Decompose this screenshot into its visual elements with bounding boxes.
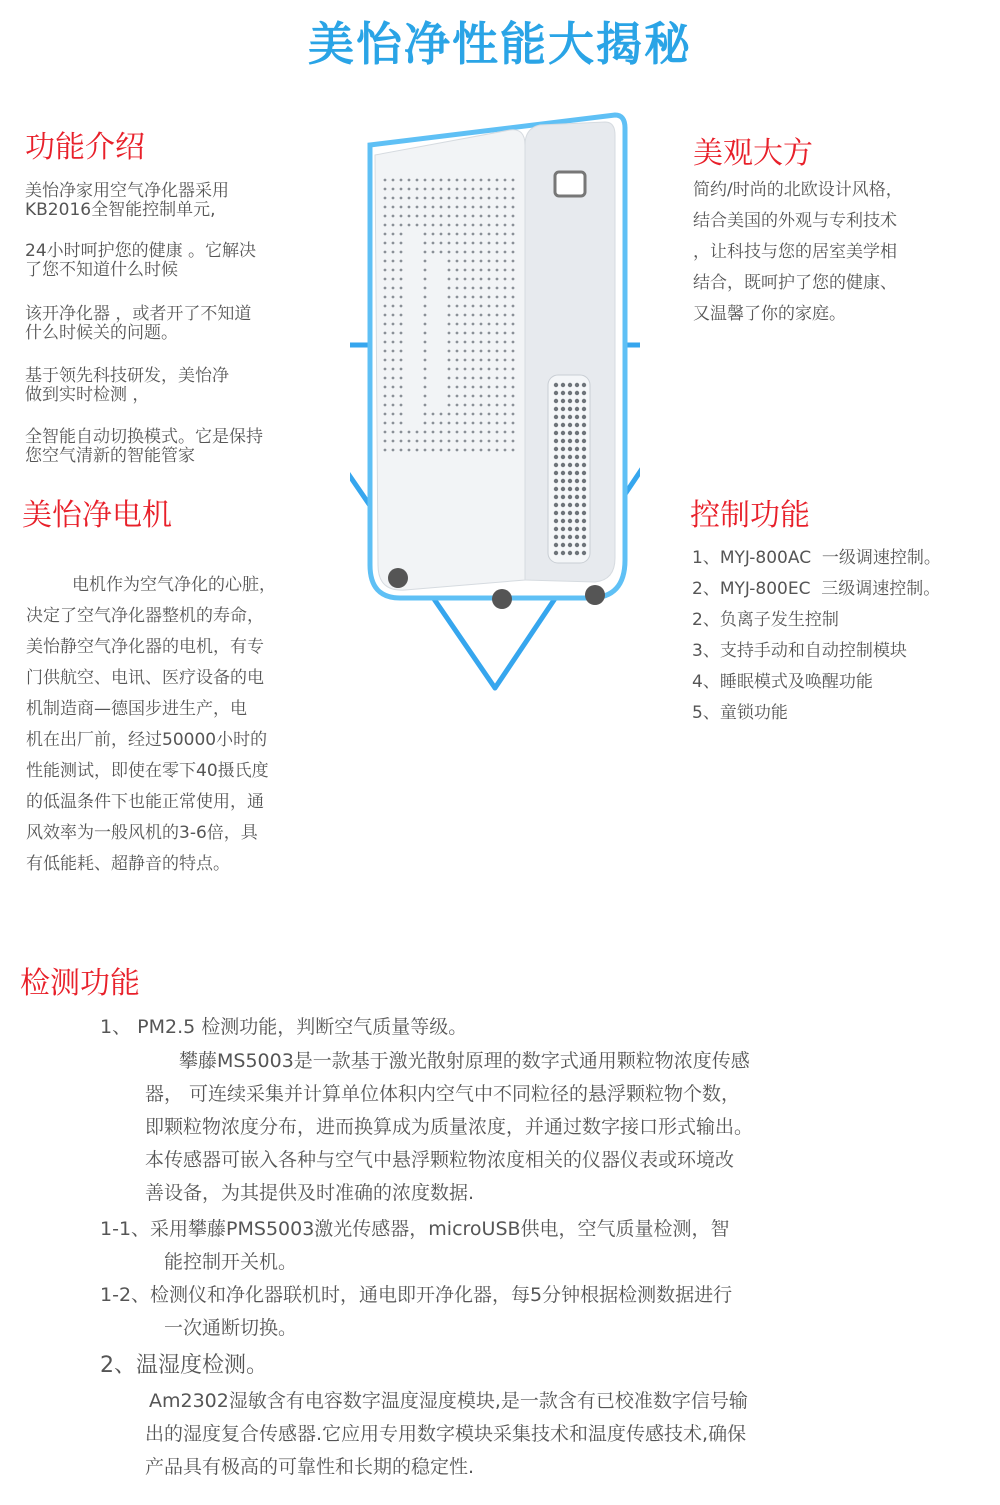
page-title: 美怡净性能大揭秘 bbox=[308, 17, 692, 71]
detection-item-1-1: 1-1、采用攀藤PMS5003激光传感器，microUSB供电，空气质量检测，智 能控制开关机。 bbox=[100, 1218, 730, 1273]
features-text: 美怡净家用空气净化器采用 KB2016全智能控制单元, 24小时呵护您的健康 。它解决 了您不知道什么时候 该开净化器 ，或者开了不知道 什么时候关的问题。 基于领先科技研发，美怡净 做到实时检测 ， 全智能自动切换模式。它是保持 您空气清新的智能管家 bbox=[25, 181, 263, 466]
motor-heading: 美怡净电机 bbox=[22, 498, 172, 533]
motor-text: 电机作为空气净化的心脏， 决定了空气净化器整机的寿命， 美怡静空气净化器的电机，有专 门供航空、电讯、医疗设备的电 机制造商—德国步进生产，电 机在出厂前，经过50000小时的 性能测试，即使在零下40摄氏度 的低温条件下也能正常使用，通 风效率为一般风机的3-6倍，具 有低能耗、超静音的特点。 bbox=[26, 575, 276, 874]
detection-humidity-text: Am2302湿敏含有电容数字温度湿度模块,是一款含有已校准数字信号输 出的湿度复合传感器.它应用专用数字模块采集技术和温度传感技术,确保 产品具有极高的可靠性和长期的稳定性. bbox=[145, 1390, 748, 1478]
features-heading: 功能介绍 bbox=[25, 130, 145, 165]
list-item: 2、MYJ-800EC 三级调速控制。 bbox=[692, 579, 941, 599]
detection-item-pm25: 1、 PM2.5 检测功能，判断空气质量等级。 bbox=[100, 1016, 468, 1038]
list-item: 5、童锁功能 bbox=[692, 703, 788, 723]
appearance-heading: 美观大方 bbox=[693, 136, 813, 171]
control-heading: 控制功能 bbox=[690, 498, 810, 533]
detection-item-humidity: 2、温湿度检测。 bbox=[100, 1353, 268, 1378]
detection-heading: 检测功能 bbox=[20, 966, 140, 1001]
list-item: 3、支持手动和自动控制模块 bbox=[692, 641, 907, 661]
list-item: 1、MYJ-800AC 一级调速控制。 bbox=[692, 548, 941, 568]
air-purifier-image bbox=[350, 110, 640, 700]
appearance-text: 简约/时尚的北欧设计风格， 结合美国的外观与专利技术 ，让科技与您的居室美学相 结合，既呵护了您的健康、 又温馨了你的家庭。 bbox=[693, 180, 903, 324]
detection-item-1-2: 1-2、检测仪和净化器联机时，通电即开净化器，每5分钟根据检测数据进行 一次通断切换。 bbox=[100, 1284, 733, 1339]
list-item: 4、睡眠模式及唤醒功能 bbox=[692, 672, 873, 692]
list-item: 2、负离子发生控制 bbox=[692, 610, 839, 630]
detection-pm25-text: 攀藤MS5003是一款基于激光散射原理的数字式通用颗粒物浓度传感 器， 可连续采集并计算单位体积内空气中不同粒径的悬浮颗粒物个数， 即颗粒物浓度分布，进而换算成为质量浓度，并通过数字接口形式输出。 本传感器可嵌入各种与空气中悬浮颗粒物浓度相关的仪器仪表或环境改 善设备，为其提供及时准确的浓度数据. bbox=[145, 1050, 754, 1204]
control-list bbox=[692, 543, 941, 729]
